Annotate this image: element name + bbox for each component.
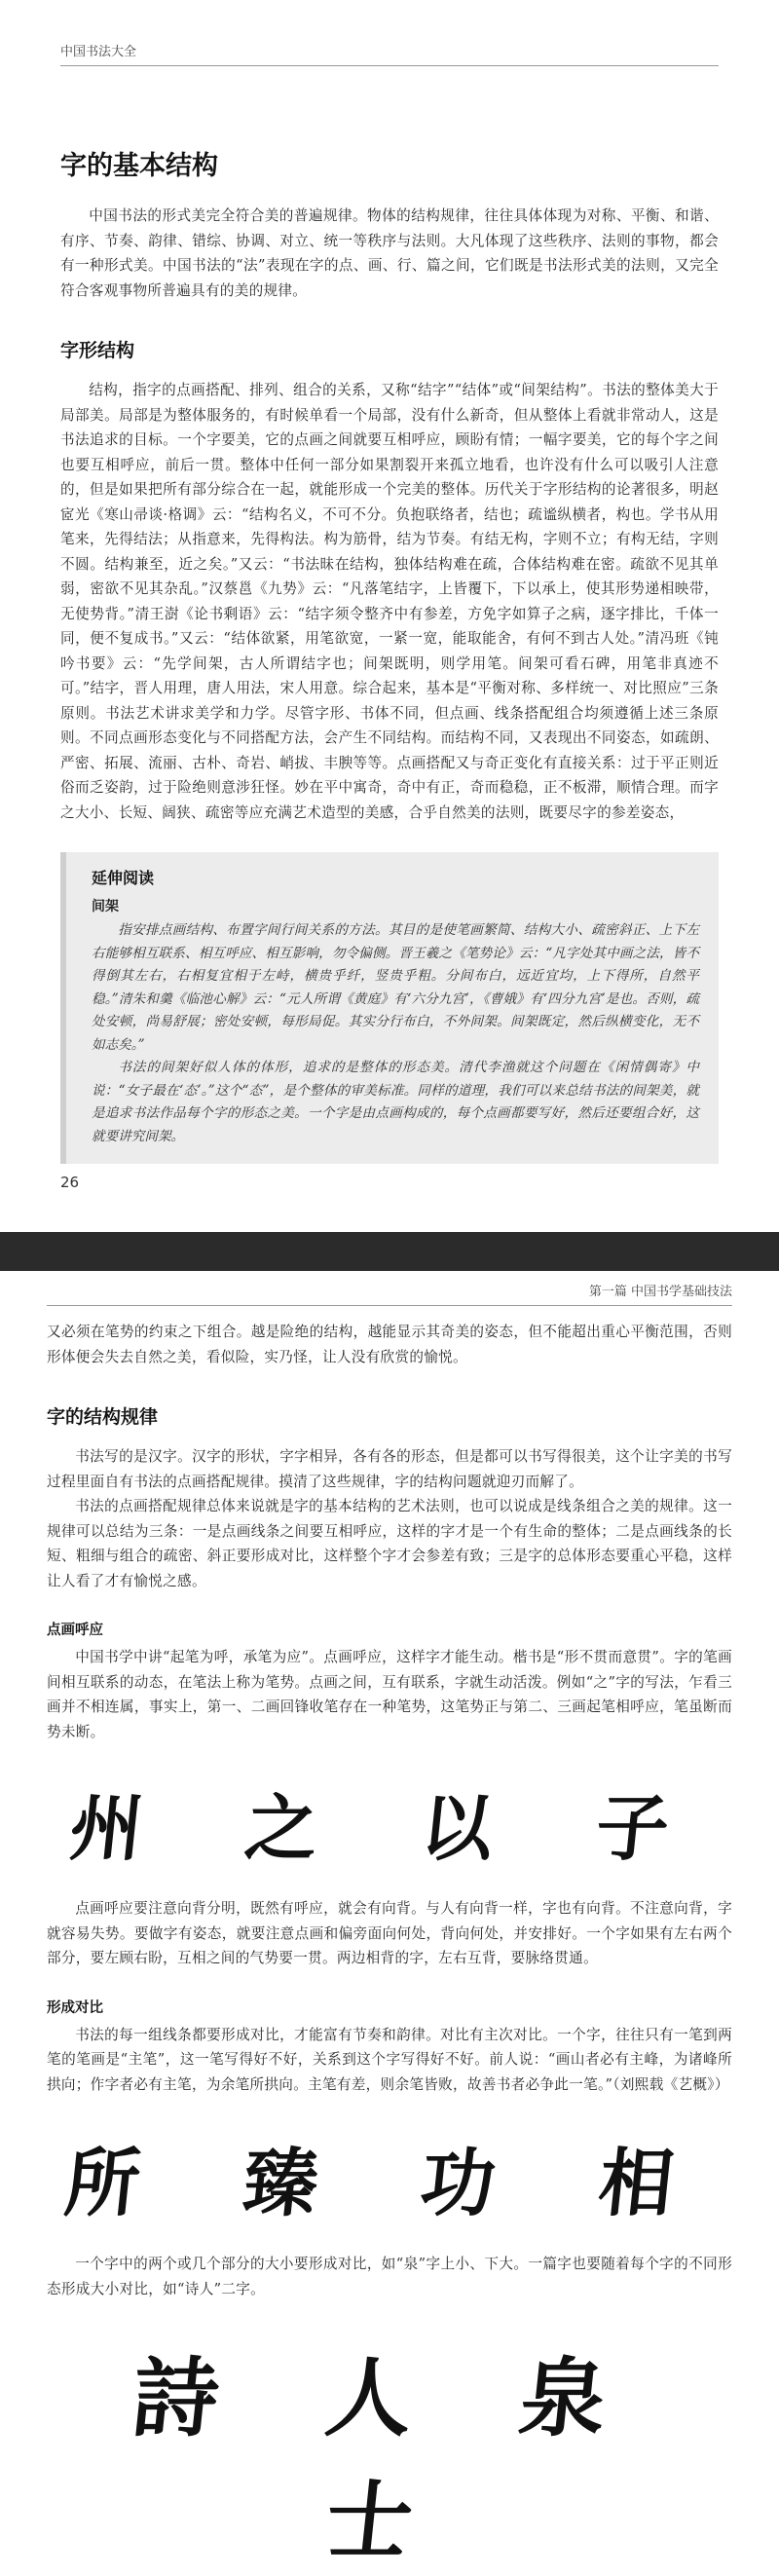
running-header: 第一篇 中国书学基础技法 xyxy=(47,1271,732,1306)
calligraphy-char: 所 xyxy=(60,2140,184,2226)
section-title-rules: 字的结构规律 xyxy=(47,1406,159,1428)
page-number: 26 xyxy=(60,1174,80,1191)
structure-paragraph: 结构，指字的点画搭配、排列、组合的关系，又称“结字”“结体”或“间架结构”。书法的整体美大于局部美。局部是为整体服务的，有时候单看一个局部，没有什么新奇，但从整体上看就非常动人，这是书法追求的目标。一个字要美，它的点画之间就要互相呼应，顾盼有情；一幅字要美，它的每个字之间也要互相呼应，前后一贯。整体中任何一部分如果割裂开来孤立地看，也许没有什么可以吸引人注意的，但是如果把所有部分综合在一起，就能形成一个完美的整体。历代关于字形结构的论著很多，明赵宧光《寒山帚谈·格调》云：“结构名义，不可不分。负抱联络者，结也；疏谧纵横者，构也。学书从用笔来，先得结法；从指意来，先得构法。构为筋骨，结为节奏。有结无构，字则不立；有构无结，字则不圆。结构兼至，近之矣。”又云：“书法昧在结构，独体结构难在疏，合体结构难在密。疏欲不见其单弱，密欲不见其杂乱。”汉蔡邕《九势》云：“凡落笔结字，上皆覆下，下以承上，使其形势递相映带，无使势背。”清王澍《论书剩语》云：“结字须令整齐中有参差，方免字如算子之病，逐字排比，千体一同，便不复成书。”又云：“结体欲紧，用笔欲宽，一紧一宽，能取能舍，有何不到古人处。”清冯班《钝吟书要》云：“先学间架，古人所谓结字也；间架既明，则学用笔。间架可看石碑，用笔非真迹不可。”结字，晋人用理，唐人用法，宋人用意。综合起来，基本是“平衡对称、多样统一、对比照应”三条原则。书法艺术讲求美学和力学。尽管字形、书体不同，但点画、线条搭配组合均须遵循上述三条原则。不同点画形态变化与不同搭配方法，会产生不同结构。而结构不同，又表现出不同姿态，如疏朗、严密、拓展、流丽、古朴、奇岩、峭拔、丰腴等等。点画搭配又与奇正变化有直接关系：过于平正则近俗而乏姿韵，过于险绝则意涉狂怪。妙在平中寓奇，奇中有正，奇而稳稳，正不板滞，顺情合理。而字之大小、长短、阔狭、疏密等应充满艺术造型的美感，合乎自然美的法则，既要尽字的参差姿态， xyxy=(60,382,719,821)
calligraphy-char: 臻 xyxy=(239,2140,361,2226)
further-reading-subtitle: 间架 xyxy=(92,899,119,915)
subsection-title-contrast: 形成对比 xyxy=(47,1999,103,2016)
subsection-title-echo: 点画呼应 xyxy=(47,1623,103,1638)
rules-paragraph-1: 书法写的是汉字。汉字的形状，字字相异，各有各的形态，但是都可以书写得很美，这个让字美的书写过程里面自有书法的点画搭配规律。摸清了这些规律，字的结构问题就迎刃而解了。 xyxy=(47,1448,732,1490)
contrast-paragraph-1: 书法的每一组线条都要形成对比，才能富有节奏和韵律。对比有主次对比。一个字，往往只有一笔到两笔的笔画是“主笔”，这一笔写得好不好，关系到这个字写得好不好。前人说：“画山者必有主峰，为诸峰所拱向；作字者必有主笔，为余笔所拱向。主笔有差，则余笔皆败，故善书者必争此一笔。”（刘熙载《艺概》） xyxy=(47,2026,732,2093)
calligraphy-char: 功 xyxy=(416,2140,539,2226)
calligraphy-char: 之 xyxy=(241,1787,361,1871)
continuation-paragraph: 又必须在笔势的约束之下组合。越是险绝的结构，越能显示其奇美的姿态，但不能超出重心平衡范围，否则形体便会失去自然之美，看似险，实乃怪，让人没有欣赏的愉悦。 xyxy=(47,1324,732,1365)
calligraphy-char: 相 xyxy=(594,2140,717,2226)
calligraphy-char: 士 xyxy=(320,2470,457,2571)
page-left xyxy=(0,0,779,1232)
intro-paragraph: 中国书法的形式美完全符合美的普遍规律。物体的结构规律，往往具体体现为对称、平衡、和谐、有序、节奏、韵律、错综、协调、对立、统一等秩序与法则。大凡体现了这些秩序、法则的事物，都会有一种形式美。中国书法的“法”表现在字的点、画、行、篇之间，它们既是书法形式美的法则，又完全符合客观事物所普遍具有的美的规律。 xyxy=(60,207,719,299)
further-reading-box xyxy=(60,852,719,1164)
calligraphy-example-1 xyxy=(47,1772,732,1875)
chapter-title: 字的基本结构 xyxy=(60,151,218,181)
calligraphy-example-3 xyxy=(47,2331,732,2576)
echo-paragraph-1: 中国书学中讲“起笔为呼，承笔为应”。点画呼应，这样字才能生动。楷书是“形不贯而意贯”。字的笔画间相互联系的动态，在笔法上称为笔势。点画之间，互有联系，字就生动活泼。例如“之”字的写法，乍看三画并不相连属，事实上，第一、二画回锋收笔存在一种笔势，这笔势正与第二、三画起笔相呼应，笔虽断而势未断。 xyxy=(47,1649,732,1740)
section-title-structure: 字形结构 xyxy=(60,340,135,361)
echo-paragraph-2: 点画呼应要注意向背分明，既然有呼应，就会有向背。与人有向背一样，字也有向背。不注意向背，字就容易失势。要做字有姿态，就要注意点画和偏旁面向何处，背向何处，并安排好。一个字如果有左右两个部分，要左顾右盼，互相之间的气势要一贯。两边相背的字，左右互背，要脉络贯通。 xyxy=(47,1900,732,1966)
calligraphy-char: 泉 xyxy=(514,2347,650,2448)
calligraphy-char: 詩 xyxy=(128,2347,264,2448)
further-reading-paragraph-1: 指安排点画结构、布置字间行间关系的方法。其目的是使笔画繁简、结构大小、疏密斜正、上下左右能够相互联系、相互呼应、相互影响，勿令偏侧。晋王羲之《笔势论》云：“凡字处其中画之法，皆不得倒其左右，右相复宜相于左峙，横贵乎纤，竖贵乎粗。分间布白，远近宜均，上下得所，自然平稳。”清朱和羹《临池心解》云：“元人所谓《黄庭》有‘六分九宫’，《曹娥》有‘四分九宫’是也。否则，疏处安顿，尚易舒展；密处安顿，每形局促。其实分行布白，不外间架。间架既定，然后纵横变化，无不如志矣。” xyxy=(92,922,699,1053)
running-header: 中国书法大全 xyxy=(60,0,719,66)
calligraphy-char: 子 xyxy=(591,1787,712,1871)
contrast-paragraph-2: 一个字中的两个或几个部分的大小要形成对比，如“泉”字上小、下大。一篇字也要随着每个字的不同形态形成大小对比，如“诗人”二字。 xyxy=(47,2256,732,2297)
calligraphy-char: 人 xyxy=(320,2347,457,2448)
rules-paragraph-2: 书法的点画搭配规律总体来说就是字的基本结构的艺术法则，也可以说成是线条组合之美的规律。这一规律可以总结为三条：一是点画线条之间要互相呼应，这样的字才是一个有生命的整体；二是点画线条的长短、粗细与组合的疏密、斜正要形成对比，这样整个字才会参差有致；三是字的总体形态要重心平稳，这样让人看了才有愉悦之感。 xyxy=(47,1498,732,1589)
page-separator xyxy=(0,1232,779,1271)
calligraphy-example-2 xyxy=(47,2124,732,2230)
calligraphy-char: 以 xyxy=(416,1787,537,1871)
page-right xyxy=(0,1271,779,2571)
further-reading-paragraph-2: 书法的间架好似人体的体形，追求的是整体的形态美。清代李渔就这个问题在《闲情偶寄》中说：“女子最在‘态’。”这个“态”，是个整体的审美标准。同样的道理，我们可以来总结书法的间架美，就是追求书法作品每个字的形态之美。一个字是由点画构成的，每个点画都要写好，然后还要组合好，这就要讲究间架。 xyxy=(92,1060,699,1144)
further-reading-title: 延伸阅读 xyxy=(92,869,155,887)
calligraphy-char: 州 xyxy=(66,1787,187,1871)
